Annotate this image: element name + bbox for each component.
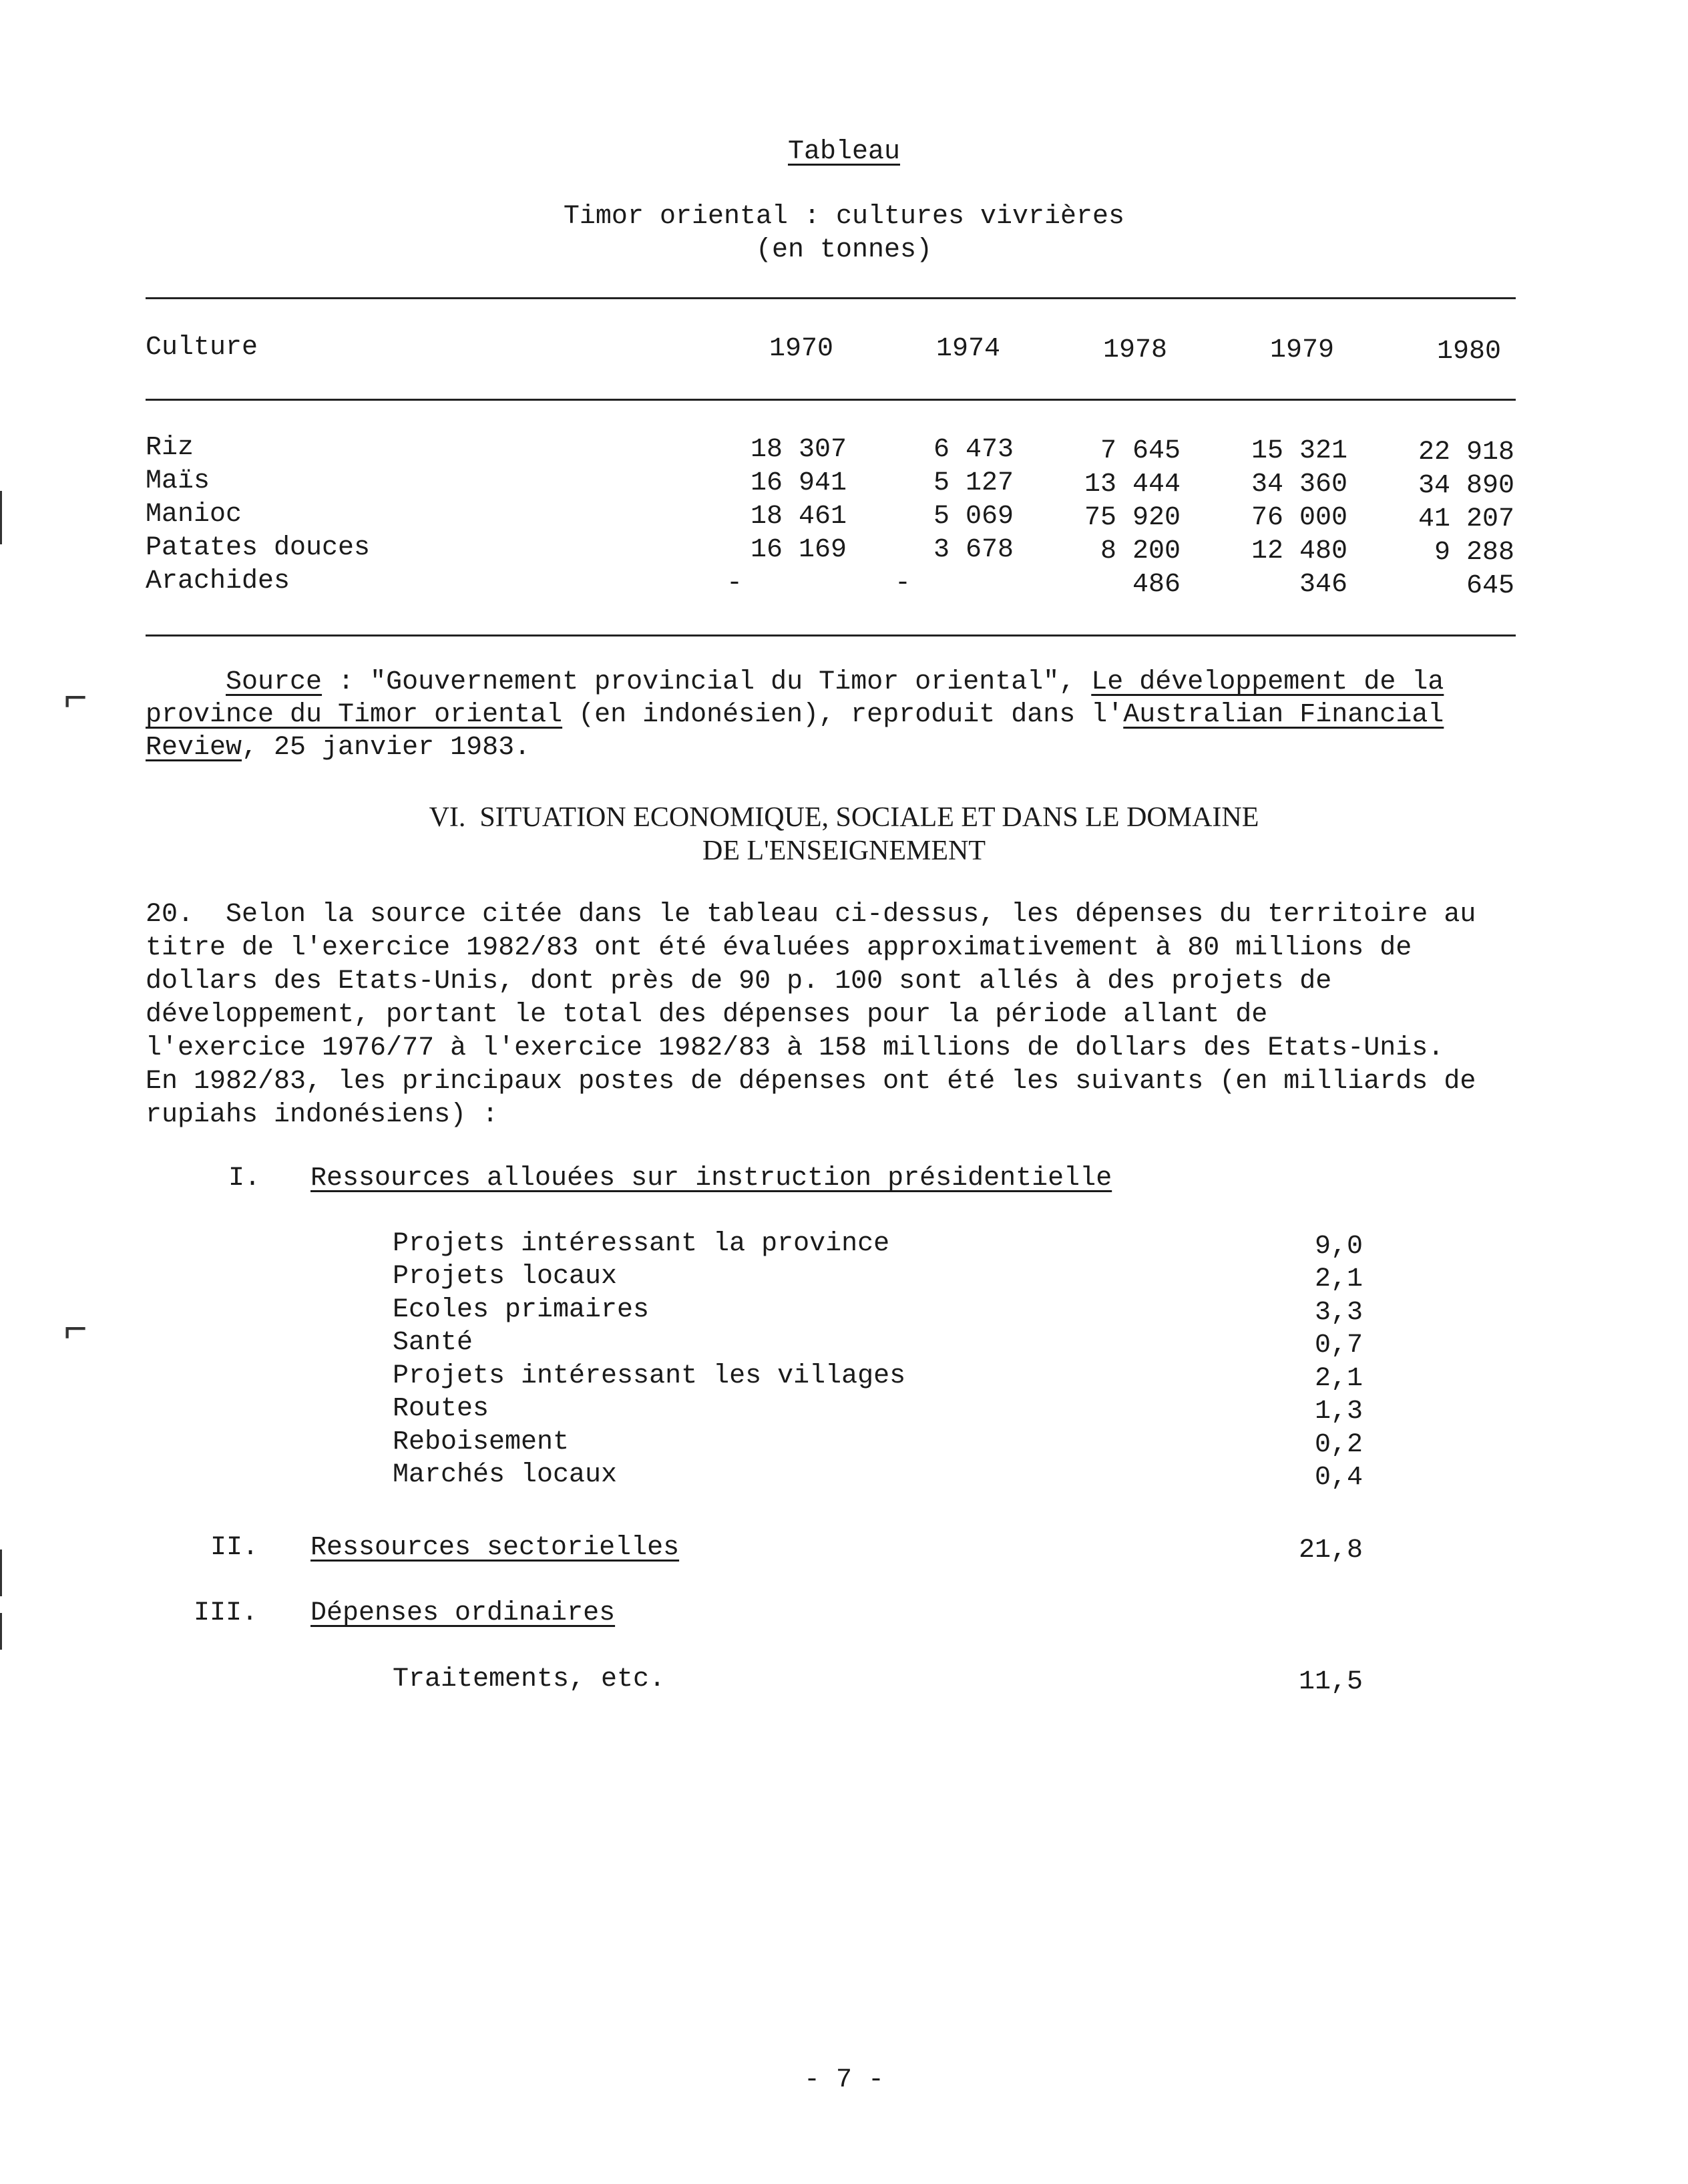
section-3-title: Dépenses ordinaires: [310, 1598, 616, 1628]
row-label: Maïs: [146, 466, 210, 496]
cell: 13 444: [1084, 470, 1181, 500]
cell: 16 169: [750, 535, 847, 565]
table-column-header: Culture: [146, 333, 258, 363]
expense-value: 1,3: [1314, 1397, 1363, 1427]
year-1970: 1970: [769, 334, 833, 364]
year-1974: 1974: [935, 334, 1000, 364]
table-title: Timor oriental : cultures vivrières: [563, 202, 1125, 232]
expense-label: Projets locaux: [393, 1262, 618, 1292]
cell: 75 920: [1084, 503, 1181, 533]
paragraph-20: 20. Selon la source citée dans le tableau ci-dessus, les dépenses du territoire au titre de l'exercice 1982/83 ont été évaluées approximativement à 80 millions de dollars des Etats-Unis, dont près de 90 p. 100 sont allés à des projets de développement, portant le total des dépenses pour la période allant de l'exercice 1976/77 à l'exercice 1982/83 à 158 millions de dollars des Etats-Unis. En 1982/83, les principaux postes de dépenses ont été les suivants (en milliards de rupiahs indonésiens) :: [146, 900, 1476, 1130]
section-3-number: III.: [194, 1598, 258, 1628]
cell: 3 678: [933, 535, 1014, 565]
expense-label: Projets intéressant les villages: [393, 1361, 906, 1391]
cell: 18 461: [750, 502, 847, 532]
cell: 18 307: [750, 435, 847, 465]
cell: 7 645: [1100, 436, 1181, 466]
source-title-part1: Le développement de la: [1091, 667, 1444, 697]
expense-value: 0,4: [1314, 1463, 1363, 1493]
expense-label: Traitements, etc.: [393, 1664, 666, 1694]
scan-edge-mark: [0, 1550, 2, 1596]
cell: -: [894, 568, 911, 598]
section-heading-line1: VI. SITUATION ECONOMIQUE, SOCIALE ET DANS LE DOMAINE: [429, 802, 1259, 833]
source-title-part2: province du Timor oriental: [146, 700, 563, 730]
row-label: Manioc: [146, 500, 242, 530]
cell: 16 941: [750, 468, 847, 498]
cell: 41 207: [1418, 504, 1514, 534]
expense-label: Projets intéressant la province: [393, 1229, 890, 1259]
year-1978: 1978: [1102, 335, 1167, 365]
expense-label: Marchés locaux: [393, 1460, 618, 1490]
expense-label: Reboisement: [393, 1427, 570, 1457]
cell: 34 890: [1418, 471, 1514, 501]
margin-mark: ⌐: [63, 1309, 88, 1354]
scan-edge-mark: [0, 1613, 2, 1650]
expense-label: Ecoles primaires: [393, 1295, 650, 1325]
row-label: Arachides: [146, 566, 290, 596]
expense-value: 9,0: [1314, 1232, 1363, 1262]
section-2-value: 21,8: [1298, 1535, 1363, 1566]
cell: 22 918: [1418, 437, 1514, 468]
table-unit: (en tonnes): [755, 235, 933, 265]
section-heading-line2: DE L'ENSEIGNEMENT: [702, 836, 986, 866]
year-1980: 1980: [1436, 337, 1501, 367]
source-journal-part2: Review: [146, 733, 242, 763]
cell: 6 473: [933, 435, 1014, 465]
cell: -: [726, 568, 743, 598]
cell: 5 127: [933, 468, 1014, 498]
expense-value: 11,5: [1298, 1667, 1363, 1697]
cell: 645: [1466, 571, 1514, 601]
expense-value: 2,1: [1314, 1264, 1363, 1294]
expense-value: 2,1: [1314, 1364, 1363, 1394]
cell: 8 200: [1100, 536, 1181, 566]
cell: 15 321: [1251, 436, 1347, 466]
table-header-rule: [146, 399, 1516, 401]
source-label: Source: [226, 667, 323, 697]
source-journal-part1: Australian Financial: [1123, 700, 1444, 730]
table-top-rule: [146, 297, 1516, 299]
expense-value: 0,2: [1314, 1430, 1363, 1460]
section-2-number: II.: [210, 1533, 259, 1563]
section-1-number: I.: [228, 1163, 261, 1194]
expense-label: Santé: [393, 1328, 473, 1358]
row-label: Patates douces: [146, 533, 371, 563]
section-2-title: Ressources sectorielles: [310, 1533, 680, 1563]
cell: 76 000: [1251, 503, 1347, 533]
table-heading: Tableau: [787, 137, 901, 167]
section-1-title: Ressources allouées sur instruction présidentielle: [310, 1163, 1112, 1194]
cell: 346: [1299, 570, 1347, 600]
expense-label: Routes: [393, 1394, 489, 1424]
table-bottom-rule: [146, 634, 1516, 636]
page-number: - 7 -: [803, 2065, 885, 2095]
cell: 9 288: [1434, 538, 1514, 568]
margin-mark: ⌐: [63, 678, 88, 723]
cell: 5 069: [933, 502, 1014, 532]
cell: 12 480: [1251, 536, 1347, 566]
cell: 486: [1132, 570, 1181, 600]
year-1979: 1979: [1269, 335, 1334, 365]
expense-value: 3,3: [1314, 1298, 1363, 1328]
source-note: Source : "Gouvernement provincial du Timor oriental", Le développement de la province du Timor oriental (en indonésien), reproduit dans l'Australian Financial Review, 25 janvier 1983.: [146, 667, 1444, 763]
cell: 34 360: [1251, 470, 1347, 500]
scan-edge-mark: [0, 491, 2, 544]
row-label: Riz: [146, 433, 194, 463]
expense-value: 0,7: [1314, 1330, 1363, 1360]
